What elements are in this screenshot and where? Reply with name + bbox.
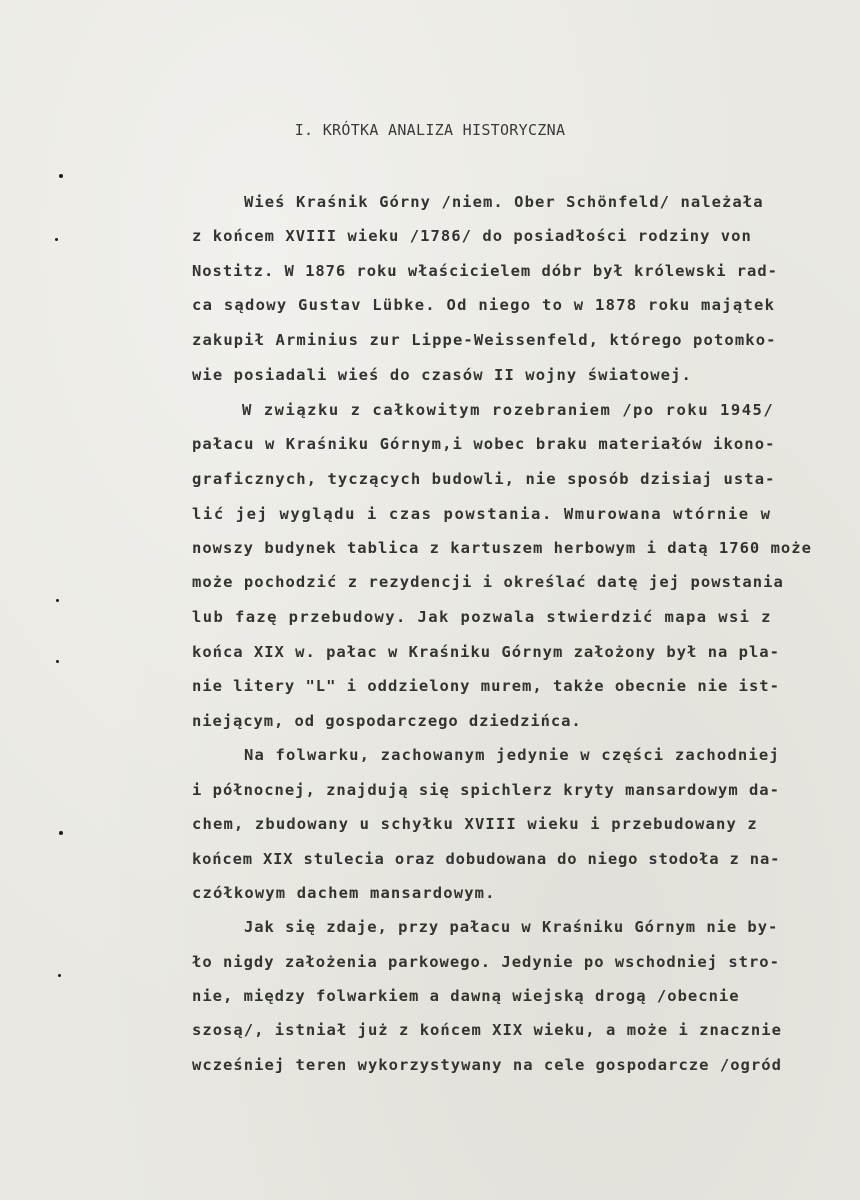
margin-hole-mark — [59, 174, 63, 178]
text-line: nowszy budynek tablica z kartuszem herbowym i datą 1760 może — [192, 539, 812, 557]
text-line: końca XIX w. pałac w Kraśniku Górnym założony był na pla- — [192, 643, 780, 661]
text-line: nie litery "L" i oddzielony murem, także obecnie nie ist- — [192, 677, 780, 695]
text-line: wie posiadali wieś do czasów II wojny światowej. — [192, 366, 692, 384]
text-line: i północnej, znajdują się spichlerz kryty mansardowym da- — [192, 781, 780, 799]
text-line: może pochodzić z rezydencji i określać datę jej powstania — [192, 573, 784, 591]
margin-hole-mark — [59, 831, 63, 835]
margin-hole-mark — [55, 238, 58, 241]
text-line: końcem XIX stulecia oraz dobudowana do niego stodoła z na- — [192, 850, 781, 868]
text-line: W związku z całkowitym rozebraniem /po roku 1945/ — [242, 401, 775, 419]
text-line: Jak się zdaje, przy pałacu w Kraśniku Górnym nie by- — [244, 918, 779, 936]
margin-hole-mark — [56, 660, 59, 663]
text-line: niejącym, od gospodarczego dziedzińca. — [192, 712, 582, 730]
text-line: ło nigdy założenia parkowego. Jedynie po wschodniej stro- — [192, 953, 780, 971]
text-line: Wieś Kraśnik Górny /niem. Ober Schönfeld/ należała — [244, 193, 764, 211]
text-line: zakupił Arminius zur Lippe-Weissenfeld, którego potomko- — [192, 331, 777, 349]
text-line: Nostitz. W 1876 roku właścicielem dóbr był królewski rad- — [192, 262, 778, 280]
text-line: graficznych, tyczących budowli, nie sposób dzisiaj usta- — [192, 470, 776, 488]
text-line: pałacu w Kraśniku Górnym,i wobec braku materiałów ikono- — [192, 435, 776, 453]
text-line: lub fazę przebudowy. Jak pozwala stwierdzić mapa wsi z — [192, 608, 772, 626]
text-line: lić jej wyglądu i czas powstania. Wmurowana wtórnie w — [192, 505, 772, 523]
text-line: Na folwarku, zachowanym jedynie w części zachodniej — [244, 746, 780, 764]
section-title: I. KRÓTKA ANALIZA HISTORYCZNA — [294, 121, 566, 139]
text-line: ca sądowy Gustav Lübke. Od niego to w 1878 roku majątek — [192, 296, 776, 314]
margin-hole-mark — [56, 599, 59, 602]
text-line: chem, zbudowany u schyłku XVIII wieku i przebudowany z — [192, 815, 758, 833]
text-line: czółkowym dachem mansardowym. — [192, 884, 496, 902]
margin-hole-mark — [58, 974, 61, 977]
text-line: szosą/, istniał już z końcem XIX wieku, a może i znacznie — [192, 1021, 782, 1039]
text-line: nie, między folwarkiem a dawną wiejską drogą /obecnie — [192, 987, 740, 1005]
text-line: wcześniej teren wykorzystywany na cele gospodarcze /ogród — [192, 1056, 782, 1074]
text-line: z końcem XVIII wieku /1786/ do posiadłości rodziny von — [192, 227, 752, 245]
